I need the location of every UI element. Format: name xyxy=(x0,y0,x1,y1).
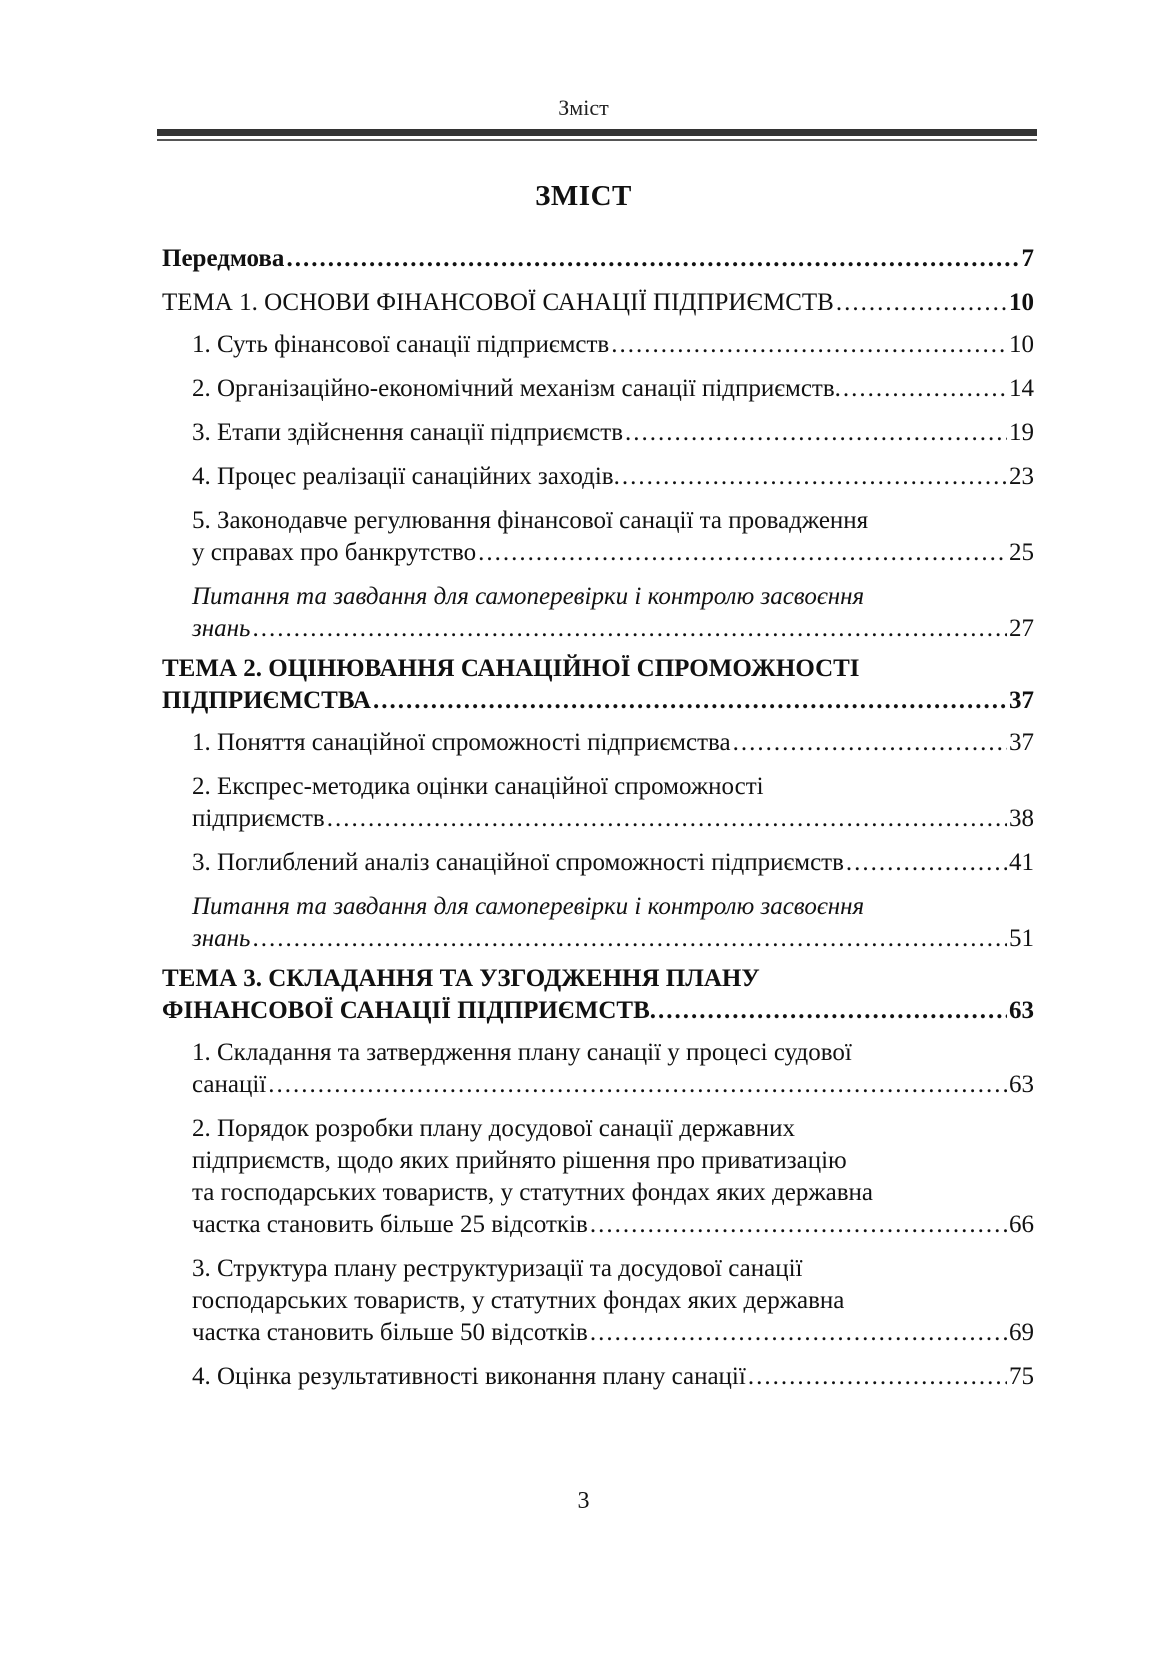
page-number: 3 xyxy=(577,1488,590,1514)
toc-entry-text: 3. Структура плану реструктуризації та досудової санації xyxy=(192,1255,803,1282)
toc-entry xyxy=(162,461,1034,493)
toc-entry xyxy=(162,287,1034,319)
toc-page-number: 23 xyxy=(1009,463,1034,490)
dot-leader xyxy=(843,373,1007,405)
toc-entry xyxy=(162,1361,1034,1393)
toc-entry-text: підприємств, щодо яких прийнято рішення про приватизацію xyxy=(192,1147,847,1174)
toc-entry-text: частка становить більше 50 відсотків xyxy=(192,1319,588,1346)
dot-leader xyxy=(733,727,1007,759)
toc-entry-text: ФІНАНСОВОЇ САНАЦІЇ ПІДПРИЄМСТВ. xyxy=(162,997,657,1024)
toc-page-number: 63 xyxy=(1009,1071,1034,1098)
dot-leader xyxy=(373,685,1007,717)
toc-page-number: 51 xyxy=(1009,925,1034,952)
running-head: Зміст xyxy=(558,95,609,120)
toc-entry xyxy=(162,373,1034,405)
toc-page-number: 41 xyxy=(1009,849,1034,876)
dot-leader xyxy=(748,1361,1007,1393)
toc-entry-text: 4. Оцінка результативності виконання плану санації xyxy=(192,1363,746,1390)
toc-entry-text: 4. Процес реалізації санаційних заходів. xyxy=(192,463,620,490)
dot-leader xyxy=(622,461,1007,493)
toc-page-number: 7 xyxy=(1021,245,1034,272)
toc-entry-text: 2. Порядок розробки плану досудової санації державних xyxy=(192,1115,795,1142)
toc-entry-text: підприємств xyxy=(192,805,325,832)
toc-page-number: 75 xyxy=(1009,1363,1034,1390)
dot-leader xyxy=(846,847,1007,879)
dot-leader xyxy=(327,803,1007,835)
toc-page-number: 25 xyxy=(1009,539,1034,566)
toc-page-number: 10 xyxy=(1009,289,1034,316)
toc-entry-text: ТЕМА 3. СКЛАДАННЯ ТА УЗГОДЖЕННЯ ПЛАНУ xyxy=(162,965,760,992)
toc-entry xyxy=(162,847,1034,879)
toc-entry-text: 2. Організаційно-економічний механізм санації підприємств. xyxy=(192,375,841,402)
toc-entry xyxy=(162,1253,1034,1349)
dot-leader xyxy=(611,329,1007,361)
toc-entry xyxy=(162,891,1034,955)
toc-page-number: 66 xyxy=(1009,1211,1034,1238)
toc-entry-text: ТЕМА 2. ОЦІНЮВАННЯ САНАЦІЙНОЇ СПРОМОЖНОСТІ xyxy=(162,655,860,682)
toc-entry-text: 5. Законодавче регулювання фінансової санації та провадження xyxy=(192,507,869,534)
toc-entry-text: Передмова xyxy=(162,245,285,272)
toc-entry-text: знань xyxy=(192,615,251,642)
dot-leader xyxy=(478,537,1007,569)
toc-entry-text: санації xyxy=(192,1071,267,1098)
toc-entry-text: Питання та завдання для самоперевірки і контролю засвоєння xyxy=(192,583,865,610)
toc-entry-text: частка становить більше 25 відсотків xyxy=(192,1211,588,1238)
toc-entry-text: ПІДПРИЄМСТВА xyxy=(162,687,371,714)
toc-entry-text: знань xyxy=(192,925,251,952)
header-rule-thin xyxy=(157,139,1037,141)
toc-page-number: 19 xyxy=(1009,419,1034,446)
toc-entry xyxy=(162,329,1034,361)
toc-entry xyxy=(162,243,1034,275)
toc-entry xyxy=(162,581,1034,645)
dot-leader xyxy=(286,243,1019,275)
toc-page-number: 63 xyxy=(1009,997,1034,1024)
dot-leader xyxy=(268,1069,1007,1101)
toc-entry-text: у справах про банкрутство xyxy=(192,539,477,566)
dot-leader xyxy=(590,1209,1007,1241)
toc-entry-text: 1. Складання та затвердження плану санації у процесі судової xyxy=(192,1039,852,1066)
toc-entry xyxy=(162,1113,1034,1241)
toc-entry xyxy=(162,771,1034,835)
toc-entry xyxy=(162,963,1034,1027)
page-title: ЗМІСТ xyxy=(535,180,632,212)
toc-page-number: 14 xyxy=(1009,375,1034,402)
toc-entry xyxy=(162,417,1034,449)
toc-entry-text: Питання та завдання для самоперевірки і контролю засвоєння xyxy=(192,893,865,920)
toc-entry-text: ТЕМА 1. ОСНОВИ ФІНАНСОВОЇ САНАЦІЇ ПІДПРИЄМСТВ xyxy=(162,289,834,316)
toc-page-number: 37 xyxy=(1009,687,1034,714)
toc-entry xyxy=(162,505,1034,569)
dot-leader xyxy=(590,1317,1007,1349)
toc-entry-text: 3. Поглиблений аналіз санаційної спроможності підприємств xyxy=(192,849,844,876)
dot-leader xyxy=(625,417,1007,449)
toc-entry xyxy=(162,653,1034,717)
toc-entry xyxy=(162,727,1034,759)
toc-page-number: 69 xyxy=(1009,1319,1034,1346)
dot-leader xyxy=(658,995,1007,1027)
dot-leader xyxy=(836,287,1007,319)
dot-leader xyxy=(252,613,1007,645)
toc-page-number: 27 xyxy=(1009,615,1034,642)
toc-page-number: 10 xyxy=(1009,331,1034,358)
toc-entry xyxy=(162,1037,1034,1101)
toc-entry-text: 1. Поняття санаційної спроможності підприємства xyxy=(192,729,731,756)
toc-entry-text: 2. Експрес-методика оцінки санаційної спроможності xyxy=(192,773,764,800)
toc-entry-text: господарських товариств, у статутних фондах яких державна xyxy=(192,1287,845,1314)
toc-entry-text: 3. Етапи здійснення санації підприємств xyxy=(192,419,623,446)
toc-page-number: 38 xyxy=(1009,805,1034,832)
toc-page-number: 37 xyxy=(1009,729,1034,756)
dot-leader xyxy=(252,923,1007,955)
toc-entry-text: 1. Суть фінансової санації підприємств xyxy=(192,331,610,358)
table-of-contents xyxy=(162,243,1034,1393)
toc-entry-text: та господарських товариств, у статутних фондах яких державна xyxy=(192,1179,873,1206)
header-rule-thick xyxy=(157,129,1037,136)
